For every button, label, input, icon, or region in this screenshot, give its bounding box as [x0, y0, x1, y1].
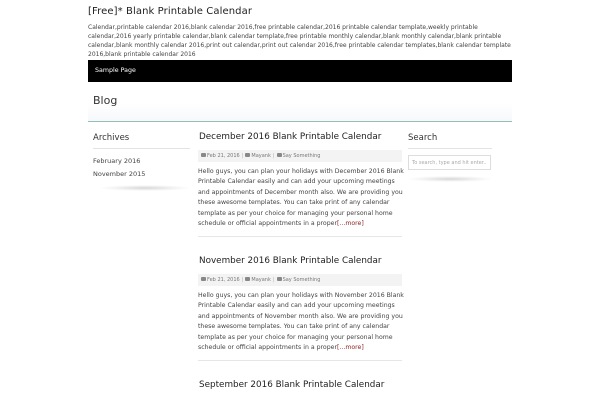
search-input[interactable] — [408, 155, 491, 170]
post-meta-bar: Feb 21, 2016 | Mayank | Say Something — [198, 150, 402, 162]
site-description: Calendar,printable calendar 2016,blank calendar 2016,free printable calendar,2016 printable calendar template,weekly printable calendar,2016 yearly printable calendar,blank calendar template,free printable monthly calendar,blank monthly calendar,blank printable calendar,blank monthly calendar 2016,print out calendar,print out calendar 2016,free printable calendar templates,blank calendar template 2016,blank printable calendar 2016 — [88, 24, 511, 58]
post-title-link[interactable]: November 2016 Blank Printable Calendar — [199, 256, 382, 266]
archives-title-divider — [93, 148, 190, 149]
post-title-link[interactable]: September 2016 Blank Printable Calendar — [199, 380, 385, 390]
comment-icon — [277, 153, 282, 157]
archives-widget-shadow — [100, 185, 190, 191]
post-date-link[interactable]: Feb 21, 2016 — [207, 153, 240, 159]
read-more-link[interactable]: [...more] — [337, 344, 364, 352]
read-more-link[interactable]: [...more] — [337, 220, 364, 228]
post-divider — [198, 236, 402, 237]
user-icon — [245, 277, 250, 281]
post-date-link[interactable]: Feb 21, 2016 — [207, 277, 240, 283]
post-author-link[interactable]: Mayank — [251, 153, 271, 159]
search-widget-shadow — [408, 176, 492, 182]
archives-widget-title: Archives — [93, 133, 130, 143]
calendar-icon — [201, 277, 206, 281]
post-comments-link[interactable]: Say Something — [282, 277, 321, 283]
archive-link-november-2015[interactable]: November 2015 — [93, 170, 146, 178]
nav-item-sample-page[interactable]: Sample Page — [95, 67, 136, 74]
post-excerpt — [198, 291, 404, 353]
search-widget-title: Search — [408, 133, 438, 143]
post-article — [198, 380, 402, 398]
post-divider — [198, 360, 402, 361]
site-title[interactable]: [Free]* Blank Printable Calendar — [88, 6, 253, 17]
search-title-divider — [408, 148, 492, 149]
calendar-icon — [201, 153, 206, 157]
post-excerpt-text: Hello guys, you can plan your holidays with December 2016 Blank Printable Calendar easily and can add your upcoming meetings and appointments of December month also. We are providing you these awesome templates. You can take print of any calendar template as per your choice for managing your personal home schedule or official appointments in a proper — [198, 168, 404, 228]
post-article — [198, 132, 402, 242]
user-icon — [245, 153, 250, 157]
page-title: Blog — [93, 94, 118, 107]
post-title-link[interactable]: December 2016 Blank Printable Calendar — [199, 132, 382, 142]
post-meta-bar: Feb 21, 2016 | Mayank | Say Something — [198, 274, 402, 286]
post-excerpt — [198, 167, 404, 229]
main-navigation — [88, 60, 512, 82]
comment-icon — [277, 277, 282, 281]
post-comments-link[interactable]: Say Something — [282, 153, 321, 159]
page-header — [88, 82, 512, 122]
archive-link-february-2016[interactable]: February 2016 — [93, 157, 141, 165]
post-excerpt-text: Hello guys, you can plan your holidays with November 2016 Blank Printable Calendar easily and can add your upcoming meetings and appointments of November month also. We are providing you these awesome templates. You can take print of any calendar template as per your choice for managing your personal home schedule or official appointments in a proper — [198, 292, 404, 352]
post-author-link[interactable]: Mayank — [251, 277, 271, 283]
post-article — [198, 256, 402, 366]
